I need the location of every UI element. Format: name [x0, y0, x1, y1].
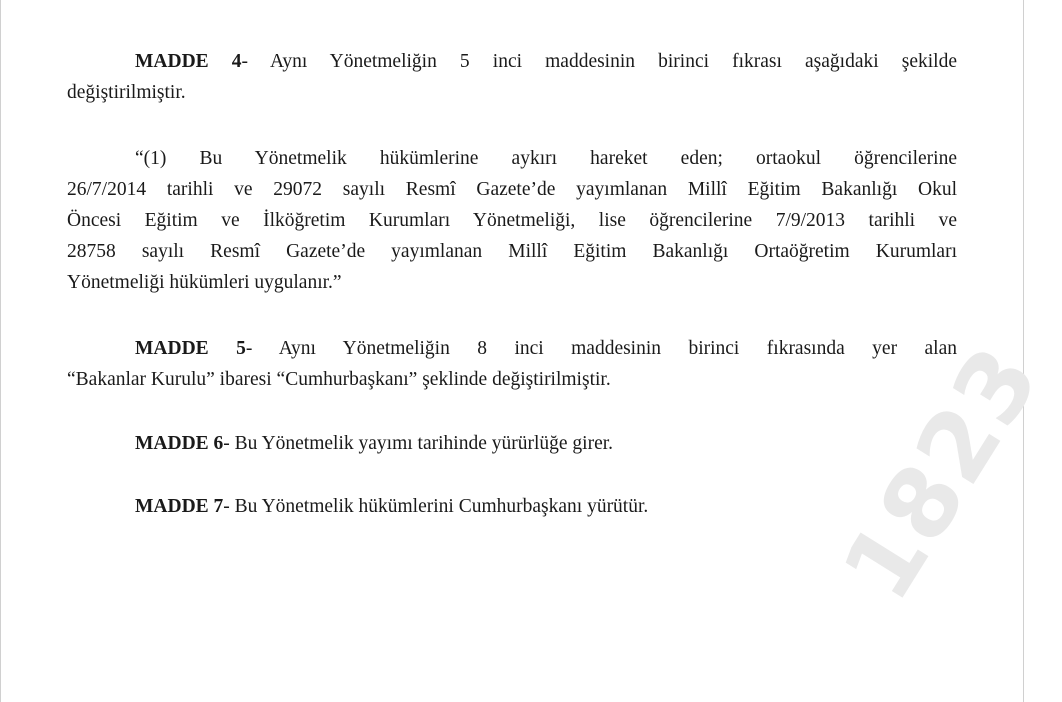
article-7-line-1: [67, 491, 957, 522]
quote-line-1: “(1) Bu Yönetmelik hükümlerine aykırı hareket eden; ortaokul öğrencilerine: [135, 148, 957, 169]
article-5-text: - Aynı Yönetmeliğin 8 inci maddesinin birinci fıkrasında yer alan: [245, 338, 957, 359]
article-7-label: MADDE 7: [135, 496, 224, 517]
article-5-line-1: [67, 333, 957, 364]
article-5: [67, 333, 957, 395]
article-4-line-1: [67, 46, 957, 77]
quote-line-3: Öncesi Eğitim ve İlköğretim Kurumları Yönetmeliği, lise öğrencilerine 7/9/2013 tarihli ve: [67, 210, 957, 231]
article-4-quoted-paragraph: [67, 143, 957, 298]
article-5-line-2: “Bakanlar Kurulu” ibaresi “Cumhurbaşkanı” şeklinde değiştirilmiştir.: [67, 369, 611, 390]
quote-line-4: 28758 sayılı Resmî Gazete’de yayımlanan Millî Eğitim Bakanlığı Ortaöğretim Kurumları: [67, 241, 957, 262]
article-4-label: MADDE 4: [135, 51, 242, 72]
article-7: [67, 491, 957, 522]
article-7-text: - Bu Yönetmelik hükümlerini Cumhurbaşkanı yürütür.: [223, 496, 649, 517]
article-6: [67, 428, 957, 459]
watermark: 1823: [821, 326, 1062, 620]
article-5-label: MADDE 5: [135, 338, 246, 359]
article-6-text: - Bu Yönetmelik yayımı tarihinde yürürlüğe girer.: [223, 433, 614, 454]
article-6-line-1: [67, 428, 957, 459]
article-6-label: MADDE 6: [135, 433, 224, 454]
article-4: [67, 46, 957, 108]
quote-line-2: 26/7/2014 tarihli ve 29072 sayılı Resmî Gazete’de yayımlanan Millî Eğitim Bakanlığı Okul: [67, 179, 957, 200]
quote-line-5: Yönetmeliği hükümleri uygulanır.”: [67, 272, 342, 293]
article-4-line-2: değiştirilmiştir.: [67, 82, 186, 103]
article-4-text: - Aynı Yönetmeliğin 5 inci maddesinin birinci fıkrası aşağıdaki şekilde: [241, 51, 957, 72]
